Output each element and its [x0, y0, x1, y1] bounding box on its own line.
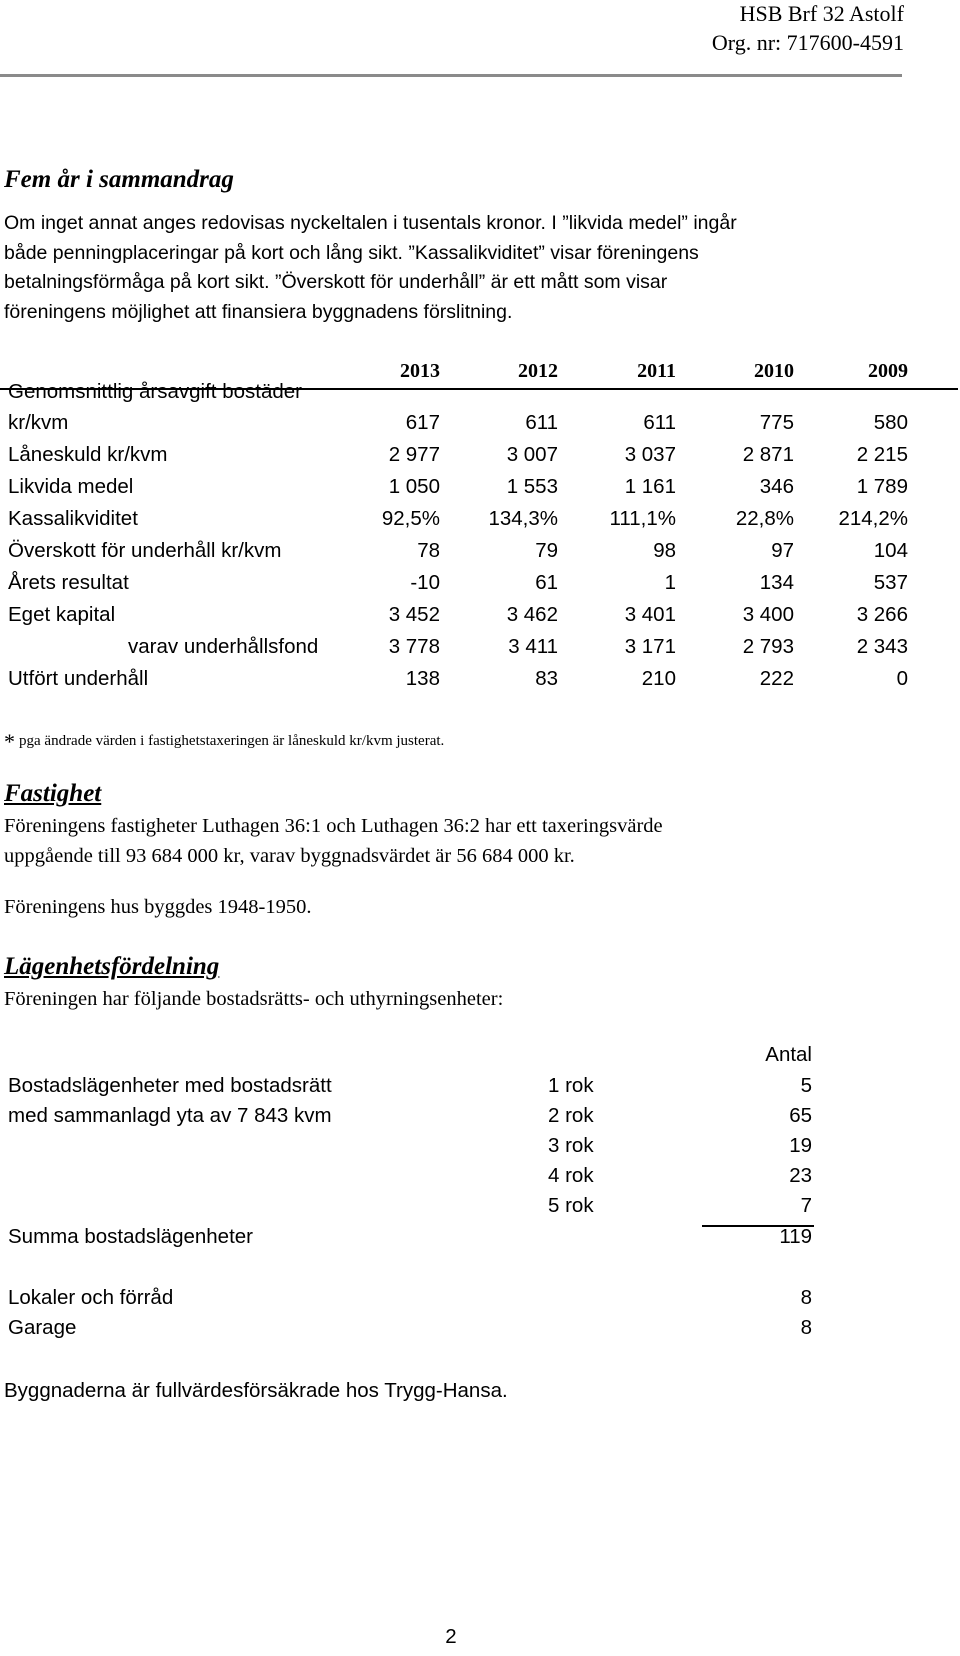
- row-label: Genomsnittlig årsavgift bostäder: [8, 380, 302, 403]
- cell-2012: 83: [535, 667, 558, 690]
- year-header: 2011: [637, 360, 676, 382]
- apartments-title: Lägenhetsfördelning: [4, 953, 220, 980]
- cell-2013: 3 778: [388, 635, 440, 658]
- cell-2009: 2 215: [856, 443, 908, 466]
- cell-2010: 2 793: [742, 635, 794, 658]
- total-label: Summa bostadslägenheter: [8, 1225, 254, 1248]
- cell-2010: 222: [759, 667, 794, 690]
- apartment-count: 5: [800, 1074, 812, 1097]
- property-built: Föreningens hus byggdes 1948-1950.: [4, 896, 312, 918]
- table-row: [0, 667, 958, 697]
- cell-2012: 79: [535, 539, 558, 562]
- intro-line: Om inget annat anges redovisas nyckeltalen i tusentals kronor. I ”likvida medel” ingår: [4, 212, 737, 234]
- org-name: HSB Brf 32 Astolf: [739, 1, 904, 26]
- cell-2012: 3 411: [508, 635, 558, 658]
- apartment-label: med sammanlagd yta av 7 843 kvm: [8, 1104, 332, 1127]
- cell-2013: 1 050: [388, 475, 440, 498]
- cell-2010: 775: [759, 411, 794, 434]
- apartment-row: [0, 1074, 820, 1104]
- cell-2011: 98: [653, 539, 676, 562]
- table-row: [0, 635, 958, 665]
- apartment-total-row: [0, 1225, 820, 1255]
- insurance-note: Byggnaderna är fullvärdesförsäkrade hos Trygg-Hansa.: [4, 1379, 508, 1402]
- intro-line: betalningsförmåga på kort sikt. ”Överskott för underhåll” är ett mått som visar: [4, 271, 668, 293]
- apartment-rooms: 1 rok: [548, 1074, 594, 1097]
- apartment-row: [0, 1164, 820, 1194]
- apartment-rooms: 5 rok: [548, 1194, 594, 1217]
- cell-2010: 22,8%: [735, 507, 794, 530]
- cell-2013: 2 977: [388, 443, 440, 466]
- apartment-row: [0, 1134, 820, 1164]
- apartment-count: 19: [789, 1134, 812, 1157]
- row-label: Årets resultat: [8, 571, 129, 594]
- property-title: Fastighet: [4, 780, 102, 807]
- row-label: Kassalikviditet: [8, 507, 138, 530]
- other-unit-row: [0, 1286, 820, 1316]
- cell-2011: 1 161: [624, 475, 676, 498]
- cell-2011: 111,1%: [609, 507, 676, 530]
- cell-2013: 92,5%: [381, 507, 440, 530]
- other-unit-row: [0, 1316, 820, 1346]
- table-row: [0, 475, 958, 505]
- apartments-intro: Föreningen har följande bostadsrätts- och uthyrningsenheter:: [4, 988, 504, 1010]
- total-count: 119: [779, 1225, 812, 1248]
- cell-2009: 537: [873, 571, 908, 594]
- apartment-row: [0, 1194, 820, 1224]
- table-row: [0, 443, 958, 473]
- apartment-rooms: 3 rok: [548, 1134, 594, 1157]
- cell-2009: 2 343: [856, 635, 908, 658]
- cell-2010: 3 400: [742, 603, 794, 626]
- cell-2011: 611: [643, 411, 676, 434]
- cell-2009: 104: [873, 539, 908, 562]
- cell-2013: 3 452: [388, 603, 440, 626]
- cell-2012: 3 462: [506, 603, 558, 626]
- table-row: [0, 411, 958, 441]
- row-label: varav underhållsfond: [128, 635, 319, 658]
- cell-2009: 0: [896, 667, 908, 690]
- apartment-count: 23: [789, 1164, 812, 1187]
- property-line: uppgående till 93 684 000 kr, varav byggnadsvärdet är 56 684 000 kr.: [4, 844, 575, 867]
- row-label: kr/kvm: [8, 411, 69, 434]
- property-line: Föreningens fastigheter Luthagen 36:1 och Luthagen 36:2 har ett taxeringsvärde: [4, 815, 663, 837]
- page-number: 2: [445, 1625, 457, 1648]
- apartment-count: 65: [789, 1104, 812, 1127]
- cell-2009: 1 789: [856, 475, 908, 498]
- year-header: 2012: [518, 360, 558, 382]
- cell-2012: 61: [535, 571, 558, 594]
- table-row: [0, 571, 958, 601]
- row-label: Eget kapital: [8, 603, 116, 626]
- cell-2009: 580: [873, 411, 908, 434]
- cell-2011: 1: [664, 571, 676, 594]
- apartment-rooms: 4 rok: [548, 1164, 594, 1187]
- cell-2013: 138: [405, 667, 440, 690]
- property-text: [4, 812, 663, 871]
- footnote-text: pga ändrade värden i fastighetstaxeringen är låneskuld kr/kvm justerat.: [19, 733, 445, 749]
- row-label: Utfört underhåll: [8, 667, 149, 690]
- apartment-row: [0, 1104, 820, 1134]
- cell-2011: 210: [641, 667, 676, 690]
- intro-line: föreningens möjlighet att finansiera byggnadens förslitning.: [4, 300, 513, 323]
- summary-title: Fem år i sammandrag: [4, 166, 234, 193]
- cell-2009: 3 266: [856, 603, 908, 626]
- cell-2012: 1 553: [506, 475, 558, 498]
- row-label: Likvida medel: [8, 475, 134, 498]
- apartments-header-row: [0, 1043, 820, 1073]
- year-header: 2009: [868, 360, 908, 382]
- cell-2012: 611: [525, 411, 558, 434]
- row-label: Låneskuld kr/kvm: [8, 443, 168, 466]
- cell-2013: -10: [410, 571, 440, 594]
- cell-2011: 3 037: [624, 443, 676, 466]
- org-number: Org. nr: 717600-4591: [711, 30, 904, 55]
- count-header: Antal: [765, 1043, 812, 1066]
- cell-2010: 134: [759, 571, 794, 594]
- cell-2010: 346: [759, 475, 794, 498]
- table-intro-row: [0, 380, 958, 410]
- summary-intro: [4, 209, 904, 327]
- other-label: Lokaler och förråd: [8, 1286, 174, 1309]
- year-header: 2010: [754, 360, 794, 382]
- cell-2009: 214,2%: [838, 507, 908, 530]
- footnote-asterisk: *: [4, 729, 15, 754]
- cell-2010: 2 871: [742, 443, 794, 466]
- year-header: 2013: [400, 360, 440, 382]
- cell-2011: 3 171: [624, 635, 676, 658]
- apartment-count: 7: [800, 1194, 812, 1217]
- other-count: 8: [800, 1286, 812, 1309]
- footnote: [4, 725, 445, 754]
- intro-line: både penningplaceringar på kort och lång sikt. ”Kassalikviditet” visar föreningens: [4, 241, 699, 264]
- cell-2013: 617: [405, 411, 440, 434]
- other-label: Garage: [8, 1316, 77, 1339]
- cell-2011: 3 401: [624, 603, 676, 626]
- cell-2012: 3 007: [506, 443, 558, 466]
- table-row: [0, 539, 958, 569]
- other-count: 8: [800, 1316, 812, 1339]
- row-label: Överskott för underhåll kr/kvm: [8, 539, 282, 562]
- header-rule: [0, 74, 902, 77]
- table-row: [0, 603, 958, 633]
- cell-2013: 78: [417, 539, 440, 562]
- table-row: [0, 507, 958, 537]
- cell-2012: 134,3%: [488, 507, 558, 530]
- cell-2010: 97: [771, 539, 794, 562]
- apartment-label: Bostadslägenheter med bostadsrätt: [8, 1074, 332, 1097]
- apartment-rooms: 2 rok: [548, 1104, 594, 1127]
